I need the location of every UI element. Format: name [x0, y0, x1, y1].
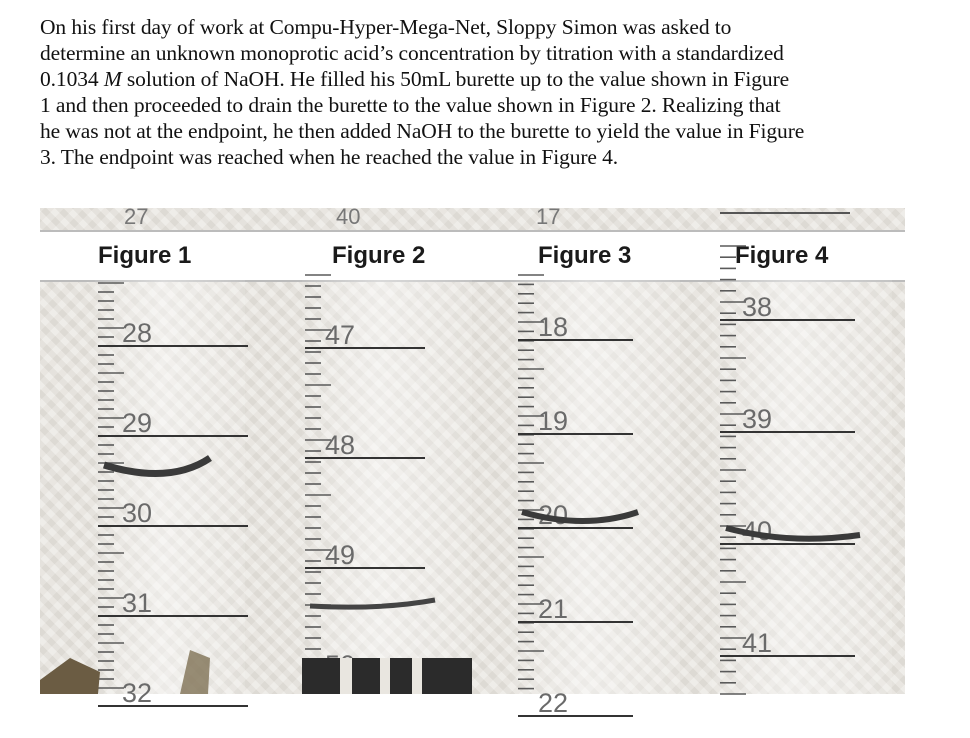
- burette-figures-panel: [40, 204, 905, 718]
- graduation-number: 31: [122, 588, 153, 618]
- figure-4-label: Figure 4: [735, 242, 829, 269]
- problem-line-4: 1 and then proceeded to drain the burette to the value shown in Figure 2. Realizing that: [40, 93, 781, 117]
- figure-1-burette: [40, 280, 248, 708]
- problem-line-6: 3. The endpoint was reached when he reached the value in Figure 4.: [40, 145, 619, 169]
- figure-1-label: Figure 1: [98, 242, 192, 269]
- problem-line-1: On his first day of work at Compu-Hyper-Mega-Net, Sloppy Simon was asked to: [40, 15, 732, 39]
- graduation-number: 21: [538, 594, 569, 624]
- figure-1-background-object: [40, 658, 100, 694]
- graduation-number: 40: [742, 516, 773, 546]
- concentration-value: 0.1034: [40, 67, 104, 91]
- figure-1-top-number: 27: [124, 204, 149, 229]
- figure-2-burette: [302, 275, 472, 694]
- graduation-number: 38: [742, 292, 773, 322]
- figure-2-base-gap-2: [380, 658, 390, 694]
- figure-3-burette: [510, 275, 680, 718]
- figure-3-label: Figure 3: [538, 242, 632, 269]
- graduation-number: 22: [538, 688, 569, 718]
- graduation-number: 19: [538, 406, 569, 436]
- graduation-number: 28: [122, 318, 153, 348]
- figure-2-base-gap-1: [340, 658, 352, 694]
- figure-4-top-graduation: [720, 212, 850, 214]
- burette-drawings: [40, 280, 905, 718]
- figure-2-top-number: 40: [336, 204, 361, 229]
- figure-2-base-gap-3: [412, 658, 422, 694]
- problem-line-3-rest: solution of NaOH. He filled his 50mL burette up to the value shown in Figure: [121, 67, 790, 91]
- molarity-unit: M: [103, 67, 122, 91]
- graduation-number: 48: [325, 430, 356, 460]
- problem-line-2: determine an unknown monoprotic acid’s concentration by titration with a standardized: [40, 41, 784, 65]
- figure-3-top-number: 17: [536, 204, 561, 229]
- problem-line-5: he was not at the endpoint, he then added NaOH to the burette to yield the value in Figure: [40, 119, 805, 143]
- graduation-number: 20: [538, 500, 569, 530]
- graduation-number: 32: [122, 678, 153, 708]
- problem-line-3: [40, 66, 920, 92]
- graduation-number: 18: [538, 312, 569, 342]
- graduation-number: 47: [325, 320, 356, 350]
- problem-text: [40, 14, 920, 170]
- graduation-number: 49: [325, 540, 356, 570]
- graduation-number: 29: [122, 408, 153, 438]
- graduation-number: 41: [742, 628, 773, 658]
- figure-2-label: Figure 2: [332, 242, 426, 269]
- graduation-number: 39: [742, 404, 773, 434]
- graduation-number: 30: [122, 498, 153, 528]
- figure-4-burette: [712, 246, 892, 694]
